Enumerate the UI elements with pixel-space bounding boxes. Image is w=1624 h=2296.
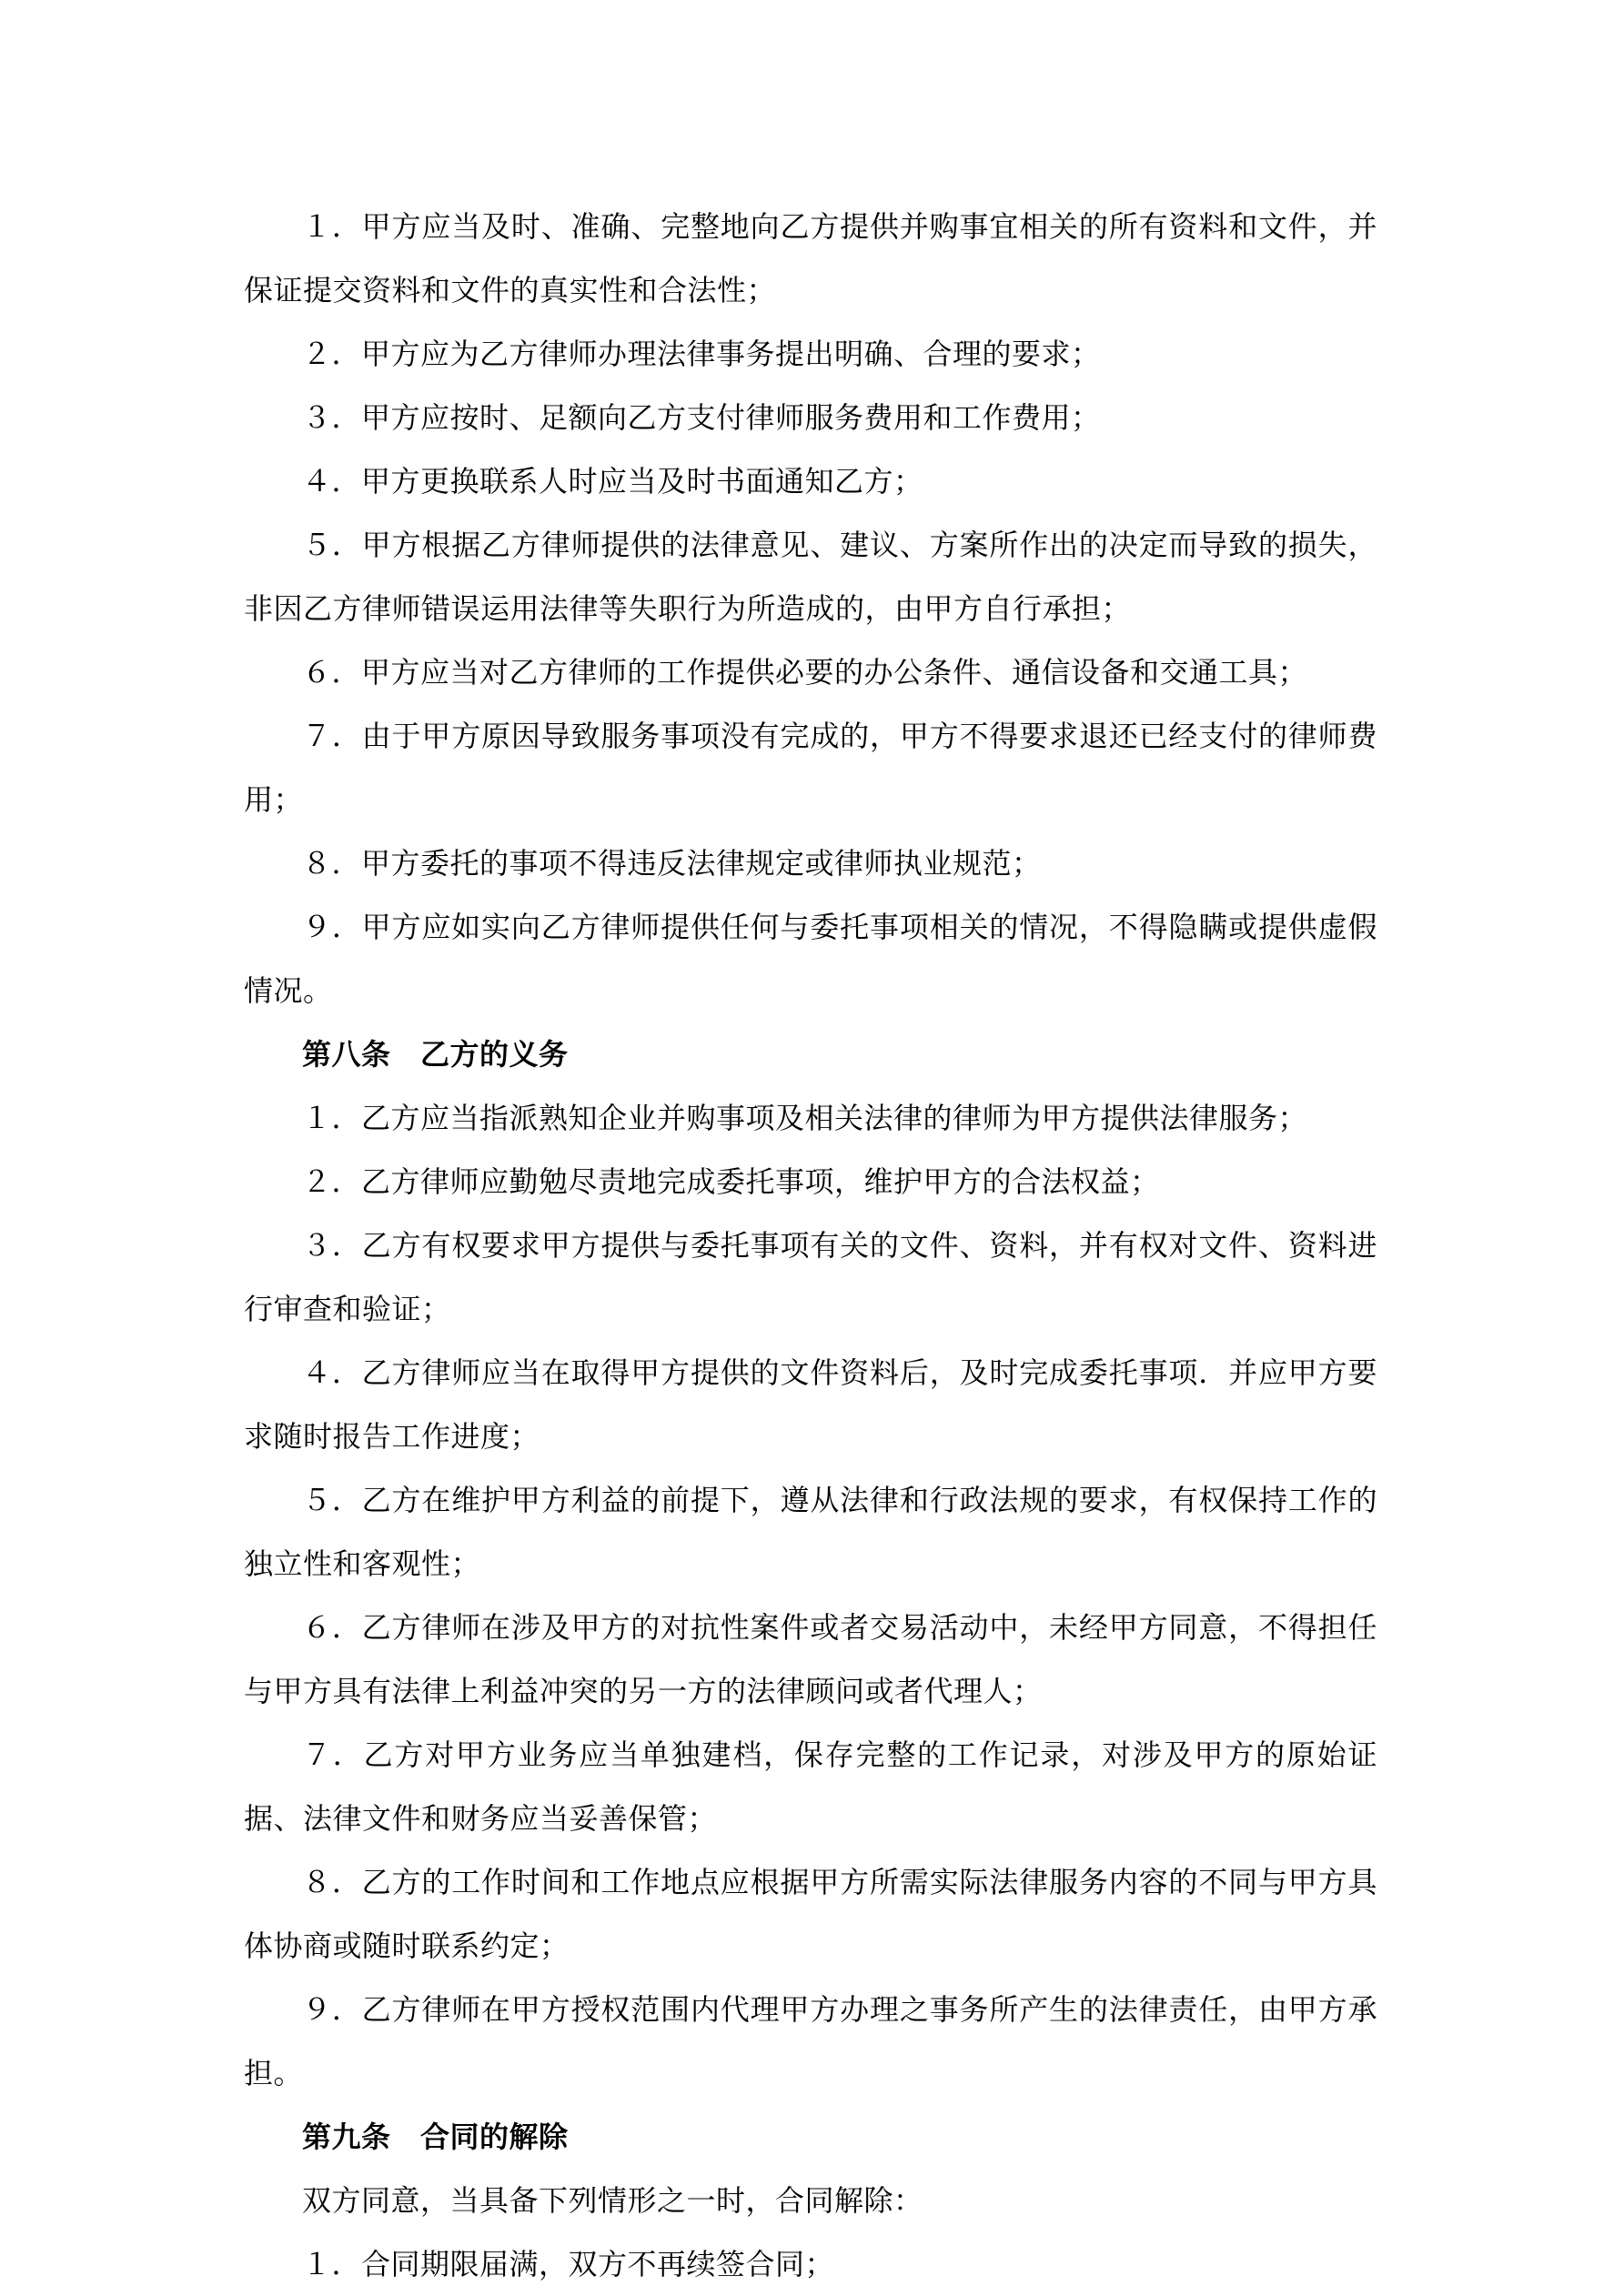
contract-clause: ２．乙方律师应勤勉尽责地完成委托事项，维护甲方的合法权益；: [302, 1165, 1160, 1198]
contract-clause: １．乙方应当指派熟知企业并购事项及相关法律的律师为甲方提供法律服务；: [302, 1102, 1308, 1134]
contract-clause: ５．甲方根据乙方律师提供的法律意见、建议、方案所作出的决定而导致的损失，非因乙方律师错误运用法律等失职行为所造成的，由甲方自行承担；: [244, 529, 1377, 625]
contract-clause: ４．甲方更换联系人时应当及时书面通知乙方；: [302, 465, 923, 498]
contract-clause: ９．乙方律师在甲方授权范围内代理甲方办理之事务所产生的法律责任，由甲方承担。: [244, 1993, 1377, 2090]
contract-clause: ７．由于甲方原因导致服务事项没有完成的，甲方不得要求退还已经支付的律师费用；: [244, 720, 1377, 816]
contract-clause: １．合同期限届满，双方不再续签合同；: [302, 2248, 835, 2281]
contract-clause: 双方同意，当具备下列情形之一时，合同解除：: [302, 2184, 923, 2217]
document-body: [244, 195, 1377, 2296]
contract-clause: ３．甲方应按时、足额向乙方支付律师服务费用和工作费用；: [302, 401, 1101, 434]
contract-clause: ３．乙方有权要求甲方提供与委托事项有关的文件、资料，并有权对文件、资料进行审查和验证；: [244, 1229, 1377, 1325]
contract-clause: ７．乙方对甲方业务应当单独建档，保存完整的工作记录，对涉及甲方的原始证据、法律文件和财务应当妥善保管；: [244, 1738, 1377, 1835]
section-heading: 第八条 乙方的义务: [302, 1038, 569, 1071]
contract-clause: ５．乙方在维护甲方利益的前提下，遵从法律和行政法规的要求，有权保持工作的独立性和客观性；: [244, 1484, 1377, 1580]
contract-clause: １．甲方应当及时、准确、完整地向乙方提供并购事宜相关的所有资料和文件，并保证提交资料和文件的真实性和合法性；: [244, 210, 1377, 307]
contract-clause: ６．甲方应当对乙方律师的工作提供必要的办公条件、通信设备和交通工具；: [302, 656, 1308, 689]
section-heading: 第九条 合同的解除: [302, 2120, 569, 2153]
contract-clause: ４．乙方律师应当在取得甲方提供的文件资料后，及时完成委托事项．并应甲方要求随时报告工作进度；: [244, 1356, 1377, 1453]
contract-clause: ８．甲方委托的事项不得违反法律规定或律师执业规范；: [302, 847, 1042, 880]
contract-clause: ２．甲方应为乙方律师办理法律事务提出明确、合理的要求；: [302, 337, 1101, 370]
contract-clause: ９．甲方应如实向乙方律师提供任何与委托事项相关的情况，不得隐瞒或提供虚假情况。: [244, 911, 1377, 1007]
contract-clause: ８．乙方的工作时间和工作地点应根据甲方所需实际法律服务内容的不同与甲方具体协商或随时联系约定；: [244, 1866, 1377, 1962]
contract-clause: ６．乙方律师在涉及甲方的对抗性案件或者交易活动中，未经甲方同意，不得担任与甲方具有法律上利益冲突的另一方的法律顾问或者代理人；: [244, 1611, 1377, 1707]
